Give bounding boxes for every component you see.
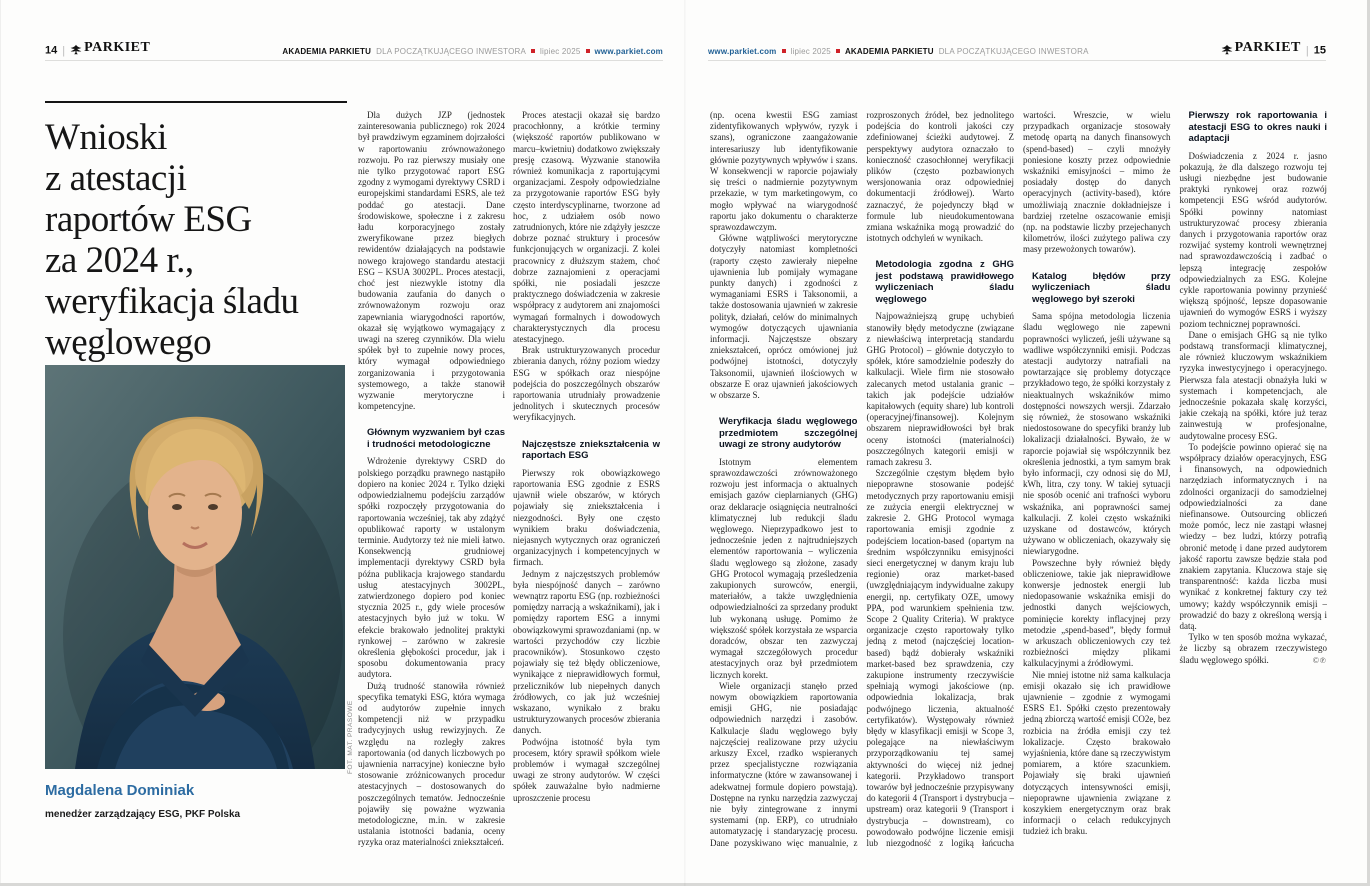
parkiet-logo [1221,40,1301,56]
paragraph: Jednym z najczęstszych problemów była niespójność danych – zarówno wewnątrz raportu ESG (np. rozbieżności pomiędzy narracją a wskaźnikami), jak i pomiędzy raportem ESG a innymi obowiązkowymi sprawozdaniami (np. w wartości przychodów czy liczbie pracowników). Stosunkowo często pojawiały się też błędy obliczeniowe, wynikające z nieprawidłowych formuł, przeliczników lub niepełnych danych źródłowych, co jak już wcześniej wskazano, wynikało z braku ustrukturyzowanych procesów zbierania danych. [513,568,660,736]
header-rule [45,60,663,61]
paragraph: Doświadczenia z 2024 r. jasno pokazują, że dla dalszego rozwoju tej usługi niezbędne jest budowanie praktyki rynkowej oraz rozwój kompetencji ESG wśród audytorów. Spółki powinny natomiast ustrukturyzować procesy zbierania danych i przygotowania raportów oraz rozwijać systemy kontroli wewnętrznej nad sprawozdawczością i zadbać o lepszą integrację zespołów odpowiedzialnych za ESG. Kolejne cykle raportowania powinny przynieść większą spójność, lepsze dopasowanie ujawnień do wymogów ESRS i wyższy poziom technicznej poprawności. [1179,150,1327,329]
separator-square-icon [531,49,535,53]
header-rule [708,60,1326,61]
paragraph: Istotnym elementem sprawozdawczości zrównoważonego rozwoju jest informacja o aktualnych emisjach gazów cieplarnianych (GHG) oraz deklaracje osiągnięcia neutralności klimatycznej lub redukcji śladu węglowego. Nieprzypadkowo jest to jednocześnie jeden z najtrudniejszych elementów raportowania – wyliczenia śladu węglowego są złożone, zasady GHG Protocol wymagają prześledzenia zakupionych surowców, energii, materiałów, a także uwzględnienia odpowiedzialności za sprzedany produkt lub wykonaną usługę. Pomimo że większość spółek korzystała ze wsparcia doradców, obszar ten zazwyczaj wymagał szczegółowych procedur atestacyjnych oraz był przedmiotem licznych korekt. [710,456,858,680]
paragraph: Podwójna istotność była tym procesem, który sprawił spółkom wiele problemów i wymagał szczególnej uwagi ze strony audytorów. W części spółek zauważalne było nadmierne uproszczenie procesu [513,736,660,803]
paragraph-text: Tylko w ten sposób można wykazać, że liczby są obrazem rzeczywistego śladu węglowego spółki. [1179,632,1327,665]
eagle-logo-icon [70,44,82,55]
article-end-mark: ©℗ [1312,655,1327,665]
strap-subtitle: DLA POCZĄTKUJĄCEGO INWESTORA [938,46,1089,56]
page-fold-divider [684,0,686,886]
author-role: menedżer zarządzający ESG, PKF Polska [45,809,241,820]
page-number: 15 [1313,44,1326,57]
paragraph: Dużą trudność stanowiła również specyfika tematyki ESG, która wymaga od audytorów zupełnie innych kompetencji niż w przypadku tradycyjnych usług rewizyjnych. Ze względu na rozległy zakres raportowania (od danych liczbowych po ujawnienia narracyjne) konieczne było stosowanie zróżnicowanych procedur atestacyjnych – dostosowanych do poszczególnych tematów. Jednocześnie pojawiły się poważne wyzwania metodologiczne, m.in. w zakresie ustalania istotności badania, oceny ryzyka oraz materialności zniekształceń. [358,680,505,848]
page-header-right [708,40,1326,56]
strap-date: lipiec 2025 [790,46,831,56]
section-strap [708,47,1089,56]
paragraph: Nie mniej istotne niż sama kalkulacja emisji okazało się ich prawidłowe ujawnienie – zgodnie z wymogami ESRS E1. Spółki często prezentowały jedną zbiorczą wartość emisji CO2e, bez rozbicia na źródła emisji czy też lokalizacje. Często brakowało wyjaśnienia, które dane są rzeczywistym pomiarem, a które szacunkiem. Pojawiały się braki ujawnień dotyczących intensywności emisji, niepoprawne ujawnienia związane z koszykiem energetycznym oraz brak informacji o celach redukcyjnych tudzież ich braku. [1023,669,1171,837]
author-photo [45,365,345,769]
eagle-logo-icon [1221,44,1233,55]
headline-line: za 2024 r., [45,240,194,281]
section-strap [282,47,663,56]
headline-line: weryfikacja śladu [45,281,299,322]
parkiet-logo [70,40,150,56]
paragraph: Sama spójna metodologia liczenia śladu węglowego nie zapewni poprawności wyliczeń, jeśli używane są wadliwe współczynniki emisji. Podczas atestacji audytorzy natrafiali na powtarzające się problemy dotyczące przykładowo tego, że spółki korzystały z nieaktualnych wskaźników mimo dostępności nowszych wersji. Zdarzało się również, że stosowano wskaźniki niedostosowane do specyfiki branży lub lokalizacji działalności. Bywało, że w raporcie pojawiał się współczynnik bez określenia jednostki, a tym samym brak było informacji, czy odnosi się do MJ, kWh, litra, czy tony. W takiej sytuacji nie sposób ocenić ani trafności wyboru wskaźnika, ani poprawności samej kalkulacji. Z kolei często wskaźniki uzyskane od dostawców, których używano w obliczeniach, okazywały się niewiarygodne. [1023,311,1171,557]
headline-line: raportów ESG [45,199,252,240]
strap-section: AKADEMIA PARKIETU [844,46,934,56]
headline-line: Wnioski [45,117,167,158]
headline-line: węglowego [45,322,212,363]
paragraph: Główne wątpliwości merytoryczne dotyczyły natomiast kompletności (raporty często zawierały niepełne ujawnienia lub pomijały wymagane punkty danych) i zgodności z wymaganiami ESRS i Taksonomii, a także dostosowania ujawnień w zakresie polityk, działań, celów do minimalnych wymogów dotyczących ujawniania informacji. Najczęstsze obszary zniekształceń, oprócz omówionej już podwójnej istotności, dotyczyły Taksonomii, ujawnień ilościowych w obszarze E oraz ujawnień jakościowych w obszarze S. [710,233,858,401]
paragraph: Dla dużych JZP (jednostek zainteresowania publicznego) rok 2024 był prawdziwym egzaminem dojrzałości w raportowaniu zrównoważonego rozwoju. Po raz pierwszy musiały one nie tylko przygotować raport ESG zgodny z wymogami dyrektywy CSRD i europejskimi standardami ESRS, ale też poddać go atestacji. Dane środowiskowe, społeczne i z zakresu ładu korporacyjnego zostały zweryfikowane przez biegłych rewidentów działających na podstawie nowego krajowego standardu atestacji ESG – KSUA 3002PL. Proces atestacji, choć jest niezwykle istotny dla budowania zaufania do danych o zrównoważonym rozwoju oraz zapewniania wiarygodności raportów, okazał się wyjątkowo wymagający z uwagi na szereg czynników. Dla wielu spółek był to zupełnie nowy proces, który wymagał odpowiedniego zorganizowania i przygotowania systemowego, a także stanowił wyzwanie merytoryczne i kompetencyjne. [358,110,505,412]
subhead: Metodologia zgodna z GHG jest podstawą prawidłowego wyliczeniach śladu węglowego [875,259,1014,305]
author-caption [45,782,347,820]
paragraph: (np. ocena kwestii ESG zamiast zidentyfikowanych wpływów, ryzyk i szans), ograniczone zaangażowanie interesariuszy lub identyfikowanie głównie pozytywnych wpływów i szans. W konsekwencji w raporcie pojawiały się treści o nadmiernie pozytywnym przekazie, w tym marketingowym, co mogło wpływać na wiarygodność raportu jako dokumentu o charakterze sprawozdawczym. [710,110,858,233]
subhead: Najczęstsze zniekształcenia w raportach ESG [522,438,660,462]
subhead: Pierwszy rok raportowania i atestacji ESG to okres nauki i adaptacji [1188,110,1327,144]
paragraph: Najpoważniejszą grupę uchybień stanowiły błędy metodyczne (związane z niewłaściwą interpretacją standardu GHG Protocol) – głównie dotyczyło to spółek, które samodzielnie podeszły do kalkulacji. Wiele firm nie stosowało zalecanych metod ustalania granic – takich jak podejście udziałów kapitałowych (equity share) lub kontroli (operacyjnej/finansowej). Kolejnym obszarem nieprawidłowości był brak oceny istotności (materialności) poszczególnych kategorii emisji w ramach zakresu 3. [866,311,1014,468]
paragraph: Wdrożenie dyrektywy CSRD do polskiego porządku prawnego nastąpiło dopiero na koniec 2024 r. Tylko dzięki odpowiedzialnemu podejściu zarządów spółki rozpoczęły przygotowania do raportowania wcześniej, tak aby zdążyć opublikować raporty w ustalonym terminie. Audytorzy też nie mieli łatwo. Konsekwencją grudniowej implementacji dyrektywy CSRD była późna publikacja krajowego standardu usług atestacyjnych 3002PL, zatwierdzonego dopiero pod koniec stycznia 2025 r., gdy wiele procesów atestacyjnych było już w toku. W efekcie brakowało jednolitej praktyki rynkowej – zarówno w zakresie określenia głębokości procedur, jak i sposobu dokumentowania pracy audytora. [358,456,505,680]
last-paragraph [1180,632,1328,666]
paragraph: Dane o emisjach GHG są nie tylko podstawą transformacji klimatycznej, ale również kluczowym wskaźnikiem ryzyka inwestycyjnego i operacyjnego. Pierwsza fala atestacji obnażyła luki w systemach i kompetencjach, ale jednocześnie pokazała skalę korzyści, jakie czekają na spółki, które już teraz zainwestują w profesjonalne, audytowalne procesy ESG. [1179,329,1327,441]
website-link[interactable]: www.parkiet.com [708,46,777,56]
article-body-right [710,110,1327,858]
page-brand-right [1221,40,1326,59]
subhead: Katalog błędów przy wyliczeniach śladu węglowego był szeroki [1032,270,1171,305]
subhead: Weryfikacja śladu węglowego przedmiotem szczególnej uwagi ze strony audytorów [719,416,858,451]
paragraph: To podejście powinno opierać się na współpracy działów operacyjnych, ESG i finansowych, na odpowiednich narzędziach informatycznych i na zdolności organizacji do samodzielnej odpowiedzialności za dane niefinansowe. Outsourcing obliczeń może pomóc, lecz nie zastąpi własnej wiedzy – bez ludzi, którzy potrafią obronić metodę i dane przed audytorem jakość raportu zawsze będzie stała pod znakiem zapytania. Kluczowa staje się transparentność: każda liczba musi wynikać z konkretnej faktury czy też umowy; każdy współczynnik emisji – prowadzić do bazy z określoną wersją i datą. [1179,441,1327,632]
page-header-left [45,40,663,56]
photo-credit: FOT. MAT. PRASOWE [347,700,354,774]
separator-square-icon [586,49,590,53]
paragraph: Powszechne były również błędy obliczeniowe, takie jak nieprawidłowe konwersje jednostek energii lub niedopasowanie wskaźnika emisji do jednostki danych wejściowych, pominięcie korekty inflacyjnej przy metodzie „spend-based”, błędy formuł w arkuszach obliczeniowych czy też rozbieżności między plikami kalkulacyjnymi a źródłowymi. [1023,557,1171,669]
strap-subtitle: DLA POCZĄTKUJĄCEGO INWESTORA [376,46,527,56]
headline-block [45,101,347,363]
website-link[interactable]: www.parkiet.com [594,46,663,56]
article-headline [45,117,347,363]
paragraph: Szczególnie częstym błędem było niepoprawne stosowanie podejść metodycznych przy raportowaniu emisji ze zużycia energii elektrycznej w zakresie 2. GHG Protocol wymaga raportowania emisji zgodnie z podejściem location-based (opartym na średnim współczynniku emisyjności sieci energetycznej w danym kraju lub regionie) oraz market-based (uwzględniającym indywidualne zakupy energii, np. certyfikaty OZE, umowy PPA, pod warunkiem spełnienia tzw. Scope 2 Quality Criteria). W praktyce organizacje często raportowały tylko jedną z metod (najczęściej location-based) bądź dobierały wskaźniki market-based bez sprawdzenia, czy zakupione instrumenty rzeczywiście spełniają wymogi jakościowe (np. odpowiednia lokalizacja, brak podwójnego liczenia, aktualność certyfikatów). Występowały również błędy w klasyfikacji emisji w Scope 3, polegające na niewłaściwym przyporządkowaniu tej samej aktywności do więcej niż jednej kategorii. Przykładowo transport towarów był jednocześnie przypisywany do kategorii 4 (Transport i dystrybucja – upstream) oraz kategorii 9 (Transport i dystrybucja – downstream), co powodowało podwójne liczenie emisji lub niezgodność z logiką łańcucha wartości. Wreszcie, w wielu przypadkach organizacje stosowały metodę opartą na danych finansowych (spend-based) – czyli mnożyły poniesione koszty przez odpowiednie wskaźniki emisyjności – mimo że posiadały dostęp do danych operacyjnych (activity-based), które umożliwiają znacznie dokładniejsze i bardziej rzetelne oszacowanie emisji (np. na podstawie liczby przejechanych kilometrów, ilości zużytego paliwa czy masy przewożonych towarów). [866,110,1171,848]
author-name: Magdalena Dominiak [45,782,195,799]
portrait-illustration [45,365,345,769]
subhead: Głównym wyzwaniem był czas i trudności metodologiczne [367,427,505,450]
paragraph: Pierwszy rok obowiązkowego raportowania ESG zgodnie z ESRS ujawnił wiele obszarów, w których pojawiały się zniekształcenia i niezgodności. Były one często wynikiem braku doświadczenia, niejasnych wytycznych oraz ograniczeń organizacyjnych i kompetencyjnych w firmach. [513,467,660,568]
strap-section: AKADEMIA PARKIETU [282,46,372,56]
page-brand-left [45,40,150,59]
paragraph: Brak ustrukturyzowanych procedur zbierania danych, różny poziom wiedzy ESG w spółkach oraz niespójne podejścia do poszczególnych obszarów raportowania utrudniały prowadzenie jednolitych i skutecznych procesów weryfikacyjnych. [513,345,660,423]
paragraph: Wiele organizacji stanęło przed nowym obowiązkiem raportowania emisji GHG, nie posiadając odpowiednich narzędzi i zasobów. Kalkulacje śladu węglowego były najczęściej realizowane przy użyciu arkuszy Excel, rzadko wspieranych przez specjalistyczne rozwiązania informatyczne (które w zawansowanej i adekwatnej formule dopiero powstają). Dostępne na rynku narzędzia zazwyczaj nie były zintegrowane z innymi systemami (np. ERP), co utrudniało automatyzację i standaryzację procesu. Dane pozyskiwano więc manualnie, z rozproszonych źródeł, bez jednolitego podejścia do kontroli jakości czy zdefiniowanej ścieżki audytowej. Z perspektywy audytora oznaczało to konieczność czasochłonnej weryfikacji plików (często pozbawionych wersjonowania oraz odpowiedniej dokumentacji źródłowej). Warto zaznaczyć, że pojedynczy błąd w formule lub nieudokumentowana zmiana wskaźnika mogą prowadzić do istotnych odchyleń w wynikach. [710,110,1014,848]
separator-square-icon [836,49,840,53]
strap-date: lipiec 2025 [540,46,581,56]
separator-square-icon [782,49,786,53]
page-number: 14 [45,44,58,57]
paragraph: Proces atestacji okazał się bardzo pracochłonny, a krótkie terminy (większość raportów publikowano w marcu–kwietniu) dodatkowo zwiększały presję czasową. Wyzwanie stanowiła również komunikacja z raportującymi organizacjami. Zespoły odpowiedzialne za przygotowanie raportów ESG były często interdyscyplinarne, tworzone ad hoc, z udziałem osób nowo zatrudnionych, które nie zdążyły jeszcze dobrze poznać struktury i procesów funkcjonujących w organizacji. Z kolei pracownicy z dłuższym stażem, choć dobrze zaznajomieni z operacjami spółki, nie posiadali jeszcze praktycznego doświadczenia w zakresie współpracy z audytorem ani znajomości wymagań formalnych i dowodowych charakterystycznych dla procesu atestacyjnego. [513,110,660,345]
headline-rule [45,101,347,103]
article-body-left [358,110,660,858]
brand-name: PARKIET [1234,40,1301,55]
divider: | [62,44,66,57]
divider: | [1305,44,1309,57]
brand-name: PARKIET [84,40,151,55]
headline-line: z atestacji [45,158,187,199]
